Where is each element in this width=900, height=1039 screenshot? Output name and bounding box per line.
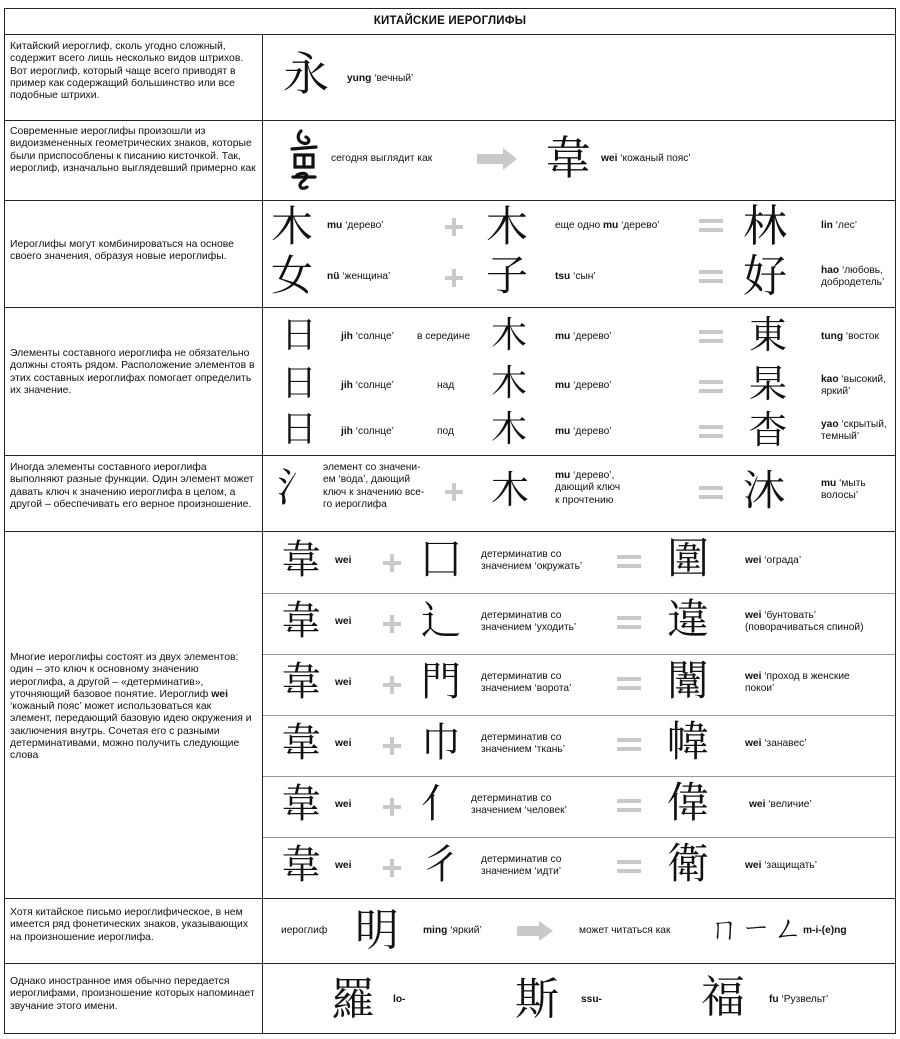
label-ming: ming ‘яркий’ <box>423 925 482 936</box>
equals-icon <box>617 555 641 569</box>
hanzi-yao: 杳 <box>749 408 788 452</box>
row-combination <box>5 201 895 308</box>
label-mu-another: еще одно mu ‘дерево’ <box>555 220 660 231</box>
hanzi-jih: 日 <box>281 315 318 356</box>
label-determinative: детерминатив со значением ‘ткань’ <box>481 732 566 756</box>
label-determinative: детерминатив со значением ‘человек’ <box>471 793 567 817</box>
label-position: под <box>437 426 454 437</box>
hanzi-determinative: 囗 <box>421 537 461 583</box>
label-wei: wei <box>335 738 352 749</box>
equals-icon <box>617 616 641 630</box>
label-result: wei ‘занавес’ <box>745 738 807 749</box>
label-mu: mu ‘дерево’ <box>327 220 384 231</box>
hanzi-mu: 木 <box>491 363 528 404</box>
row-explanation <box>5 899 263 963</box>
hanzi-lo: 羅 <box>331 974 375 1025</box>
hanzi-wei: 韋 <box>281 842 321 888</box>
hanzi-tsu: 子 <box>486 251 529 300</box>
plus-icon <box>383 798 401 816</box>
hanzi-jih: 日 <box>281 363 318 404</box>
plus-icon <box>383 554 401 572</box>
label-wei: wei <box>335 860 352 871</box>
row-text: Китайский иероглиф, сколь угодно сложный, содержит всего лишь несколько видов штрихов. Вот иероглиф, который чаще всего приводят в пример как содержащий большинство или все подобные штрихи. <box>10 41 244 102</box>
label-yao: yao ‘скрытый, темный’ <box>821 419 887 443</box>
equals-icon <box>699 486 723 500</box>
row-text: Хотя китайское письмо иероглифическое, в нем имеется ряд фонетических знаков, указывающих на произношение иероглифа. <box>10 907 249 943</box>
plus-icon <box>445 483 463 501</box>
label-nu: nü ‘женщина’ <box>327 271 391 282</box>
row-divider <box>263 837 895 838</box>
row-explanation <box>5 121 263 200</box>
row-text: Иногда элементы составного иероглифа выполняют разные функции. Один элемент может давать ключ к значению иероглифа в целом, а другой – обеспечивать его верное произношение. <box>10 462 254 510</box>
label-water: элемент со значени- ем ‘вода’, дающий ключ к значению все- го иероглифа <box>323 462 425 510</box>
label-lo: lo- <box>393 994 406 1005</box>
hanzi-wei: 韋 <box>281 659 321 705</box>
label-wei: wei <box>335 616 352 627</box>
label-mu-wash: mu ‘мыть волосы’ <box>821 478 866 502</box>
label-evolution: сегодня выглядит как <box>331 153 433 164</box>
hanzi-water-radical: 氵 <box>277 465 317 511</box>
label-hieroglyph: иероглиф <box>281 925 328 936</box>
hanzi-wei: 韋 <box>281 720 321 766</box>
label-can-read-as: может читаться как <box>579 925 671 936</box>
plus-icon <box>445 218 463 236</box>
row-position <box>5 308 895 456</box>
hanzi-result: 偉 <box>667 778 710 827</box>
hanzi-wei: 韋 <box>281 781 321 827</box>
row-text: Иероглифы могут комбинироваться на основе своего значения, образуя новые иероглифы. <box>10 239 234 263</box>
hanzi-mu: 木 <box>491 468 530 512</box>
label-mu: mu ‘дерево’ <box>555 380 612 391</box>
hanzi-wei: 韋 <box>545 131 591 185</box>
label-result: wei ‘величие’ <box>749 799 812 810</box>
hanzi-mu: 木 <box>271 202 314 251</box>
hanzi-mu: 木 <box>491 315 528 356</box>
label-wei: wei ‘кожаный пояс’ <box>601 153 691 164</box>
label-determinative: детерминатив со значением ‘ворота’ <box>481 671 572 695</box>
row-phonetic <box>5 899 895 964</box>
hanzi-wei: 韋 <box>281 537 321 583</box>
row-explanation <box>5 308 263 455</box>
hanzi-result: 圍 <box>667 534 710 583</box>
label-yung: yung ‘вечный’ <box>347 73 414 84</box>
hanzi-hao: 好 <box>743 251 787 302</box>
row-strokes <box>5 35 895 121</box>
hanzi-wei: 韋 <box>281 598 321 644</box>
hanzi-ming: 明 <box>355 905 399 956</box>
hanzi-determinative: 亻 <box>421 781 461 827</box>
hanzi-mu: 木 <box>491 409 528 450</box>
equals-icon <box>617 738 641 752</box>
plus-icon <box>383 859 401 877</box>
hanzi-result: 闈 <box>667 656 710 705</box>
chart-frame <box>4 8 896 1034</box>
label-jih: jih ‘солнце’ <box>341 380 394 391</box>
label-wei: wei <box>335 555 352 566</box>
archaic-wei-glyph <box>287 125 321 197</box>
bopomofo-ming: ㄇㄧㄥ <box>709 912 805 947</box>
row-evolution <box>5 121 895 201</box>
hanzi-mu: 木 <box>486 202 529 251</box>
label-position: в середине <box>417 331 471 342</box>
equals-icon <box>617 860 641 874</box>
arrow-right-icon <box>477 148 517 170</box>
equals-icon <box>699 270 723 284</box>
row-explanation <box>5 35 263 120</box>
row-explanation <box>5 201 263 307</box>
equals-icon <box>699 219 723 233</box>
hanzi-lin: 林 <box>743 201 787 252</box>
label-jih: jih ‘солнце’ <box>341 426 394 437</box>
row-divider <box>263 715 895 716</box>
row-key-phonetic <box>5 456 895 532</box>
label-phonetic-roman: m-i-(e)ng <box>803 925 847 936</box>
hanzi-mu-wash: 沐 <box>743 466 786 515</box>
label-result: wei ‘защищать’ <box>745 860 817 871</box>
row-explanation <box>5 964 263 1033</box>
label-result: wei ‘ограда’ <box>745 555 802 566</box>
row-divider <box>263 776 895 777</box>
row-divider <box>263 654 895 655</box>
label-kao: kao ‘высокий, яркий’ <box>821 374 886 398</box>
label-tsu: tsu ‘сын’ <box>555 271 596 282</box>
row-text: Современные иероглифы произошли из видоизмененных геометрических знаков, которые были приспособлены к писанию кисточкой. Так, иероглиф, изначально выглядевший примерно как <box>10 126 256 174</box>
hanzi-result: 違 <box>667 595 710 644</box>
row-text: Многие иероглифы состоят из двух элементов: один – это ключ к основному значению иероглифа, а другой – «детерминатив», уточняющий базовое понятие. Иероглиф wei ‘кожаный пояс’ может использоваться как элемент, передающий базовую идею окружения и заключения внутрь. Сочетая его с разными детерминативами, можно получить следующие слова <box>10 652 252 762</box>
plus-icon <box>383 676 401 694</box>
label-position: над <box>437 380 455 391</box>
row-explanation <box>5 532 263 898</box>
equals-icon <box>699 330 723 344</box>
hanzi-kao: 杲 <box>749 362 788 406</box>
label-determinative: детерминатив со значением ‘уходить’ <box>481 610 577 634</box>
row-determinatives <box>5 532 895 899</box>
label-lin: lin ‘лес’ <box>821 220 857 231</box>
label-wei: wei <box>335 799 352 810</box>
equals-icon <box>699 380 723 394</box>
label-tung: tung ‘восток <box>821 331 879 342</box>
label-hao: hao ‘любовь, добродетель’ <box>821 265 885 289</box>
hanzi-determinative: 彳 <box>421 842 461 888</box>
hanzi-result: 衛 <box>667 839 710 888</box>
label-fu: fu ‘Рузвельт’ <box>769 994 829 1005</box>
hanzi-jih: 日 <box>281 409 318 450</box>
page-title: КИТАЙСКИЕ ИЕРОГЛИФЫ <box>5 9 895 35</box>
label-result: wei ‘бунтовать’ (поворачиваться спиной) <box>745 610 864 634</box>
plus-icon <box>383 615 401 633</box>
hanzi-nu: 女 <box>271 251 314 300</box>
row-foreign-name <box>5 964 895 1033</box>
label-result: wei ‘проход в женские покои’ <box>745 671 850 695</box>
hanzi-determinative: 門 <box>421 659 461 705</box>
hanzi-result: 幃 <box>667 717 710 766</box>
equals-icon <box>699 425 723 439</box>
label-ssu: ssu- <box>581 994 602 1005</box>
label-determinative: детерминатив со значением ‘идти’ <box>481 854 562 878</box>
hanzi-ssu: 斯 <box>515 974 559 1025</box>
equals-icon <box>617 799 641 813</box>
label-determinative: детерминатив со значением ‘окружать’ <box>481 549 583 573</box>
plus-icon <box>383 737 401 755</box>
row-text: Однако иностранное имя обычно передается иероглифами, произношение которых напоминает звучание этого имени. <box>10 976 255 1012</box>
row-text: Элементы составного иероглифа не обязательно должны стоять рядом. Расположение элементов в этих составных иероглифах помогает определить их значение. <box>10 348 255 396</box>
arrow-right-icon <box>517 921 553 941</box>
label-jih: jih ‘солнце’ <box>341 331 394 342</box>
label-mu: mu ‘дерево’ <box>555 426 612 437</box>
hanzi-determinative: 辶 <box>421 598 461 644</box>
row-divider <box>263 593 895 594</box>
label-mu-phonetic: mu ‘дерево’, дающий ключ к прочтению <box>555 470 621 506</box>
hanzi-tung: 東 <box>749 313 788 357</box>
label-wei: wei <box>335 677 352 688</box>
plus-icon <box>445 269 463 287</box>
row-explanation <box>5 456 263 531</box>
hanzi-yung: 永 <box>283 47 329 101</box>
equals-icon <box>617 677 641 691</box>
hanzi-determinative: 巾 <box>421 720 461 766</box>
hanzi-fu: 福 <box>701 972 745 1023</box>
label-mu: mu ‘дерево’ <box>555 331 612 342</box>
